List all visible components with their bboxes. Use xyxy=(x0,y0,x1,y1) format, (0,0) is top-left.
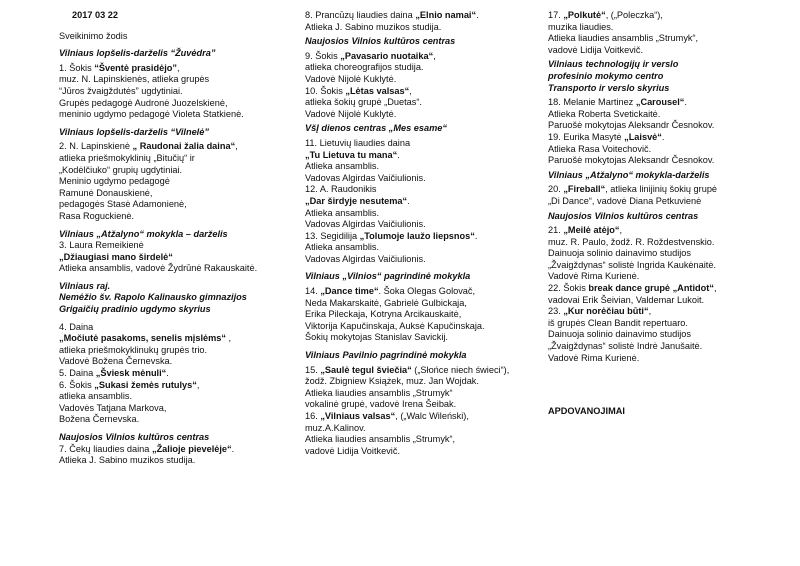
program-item-22: 22. Šokis break dance grupė „Antidot“, xyxy=(548,283,717,294)
item-detail: Atlieka ansamblis. xyxy=(305,242,380,253)
item-title: „Dar širdyje nesutema“. xyxy=(305,195,410,206)
section-heading: Naujosios Vilnios kultūros centras xyxy=(305,36,456,47)
program-item-19: 19. Eurika Masytė „Laisvė“. xyxy=(548,131,665,142)
item-detail: Atlieka ansamblis. xyxy=(305,207,380,218)
section-heading: Vilniaus raj. xyxy=(59,280,111,291)
program-item-14: 14. „Dance time“. Šoka Olegas Golovač, xyxy=(305,286,476,297)
section-heading: Grigaičių pradinio ugdymo skyrius xyxy=(59,304,211,315)
item-detail: Atlieka ansamblis. xyxy=(305,161,380,172)
item-detail: vokalinė grupė, vadovė Irena Šeibak. xyxy=(305,399,457,410)
item-detail: meninio ugdymo pedagogė Violeta Statkienė. xyxy=(59,109,244,120)
section-heading: Naujosios Vilnios kultūros centras xyxy=(59,432,210,442)
program-item-2: 2. N. Lapinskienė „ Raudonai žalia daina“, xyxy=(59,141,238,152)
item-detail: Meninio ugdymo pedagogė xyxy=(59,176,170,187)
item-title: „Močiutė pasakoms, senelis mįslėms“ , xyxy=(59,333,232,344)
item-detail: Viktorija Kapučinskaja, Auksė Kapučinskaja. xyxy=(305,320,485,331)
item-detail: Vadovė Božena Černevska. xyxy=(59,356,173,367)
program-item-7: 7. Čekų liaudies daina „Žalioje pievelėje“. xyxy=(59,443,235,454)
item-title: „Džiaugiasi mano širdelė“ xyxy=(59,251,173,262)
item-detail: muz.A.Kalinov. xyxy=(305,422,366,433)
program-item-17: 17. „Polkutė“, („Poleczka“), xyxy=(548,10,663,20)
item-detail: muz. R. Paulo, žodž. R. Roždestvenskio. xyxy=(548,236,715,247)
section-heading: Nemėžio šv. Rapolo Kalinausko gimnazijos xyxy=(59,292,247,303)
program-item-12: 12. A. Raudonikis xyxy=(305,184,377,195)
section-heading: Vilniaus technologijų ir verslo xyxy=(548,59,679,70)
item-detail: atlieka priešmokyklinukų grupės trio. xyxy=(59,344,208,355)
item-detail: Vadovės Tatjana Markova, xyxy=(59,402,167,413)
item-detail: Neda Makarskaitė, Gabrielė Gulbickaja, xyxy=(305,297,467,308)
item-detail: Vadovas Algirdas Vaičiulionis. xyxy=(305,172,426,183)
item-detail: Paruošė mokytojas Aleksandr Česnokov. xyxy=(548,155,715,166)
item-detail: Dainuoja solinio dainavimo studijos xyxy=(548,329,691,340)
item-title: „Tu Lietuva tu mana“. xyxy=(305,149,400,160)
item-detail: Dainuoja solinio dainavimo studijos xyxy=(548,248,691,259)
section-heading: Transporto ir verslo skyrius xyxy=(548,82,670,93)
section-heading: Vilniaus lopšelis-darželis “Vilnelė” xyxy=(59,126,209,137)
item-detail: atlieka priešmokyklinių „Bitučių“ ir xyxy=(59,152,195,163)
program-column-1 xyxy=(59,10,274,467)
item-detail: Rasa Roguckienė. xyxy=(59,210,135,221)
item-detail: muzika liaudies. xyxy=(548,21,614,32)
item-detail: vadovė Lidija Voitkevič. xyxy=(548,44,643,55)
item-detail: „Kodėlčiuko“ grupių ugdytiniai. xyxy=(59,164,183,175)
item-detail: Grupės pedagogė Audronė Juozelskienė, xyxy=(59,97,228,108)
program-item-16: 16. „Vilniaus valsas“, („Walc Wileński), xyxy=(305,411,469,421)
program-item-6: 6. Šokis „Sukasi žemės rutulys“, xyxy=(59,379,200,390)
section-heading: profesinio mokymo centro xyxy=(548,70,664,81)
item-detail: atlieka šokių grupė „Duetas“. xyxy=(305,97,422,108)
item-detail: Vadovė Nijolė Kuklytė. xyxy=(305,108,397,119)
program-item-15: 15. „Saulė tegul šviečia“ („Słońce niech świeci“), xyxy=(305,364,510,375)
section-heading: Vilniaus „Vilnios“ pagrindinė mokykla xyxy=(305,271,471,282)
program-item-20: 20. „Fireball“, atlieka linijinių šokių grupė xyxy=(548,184,718,195)
item-detail: Paruošė mokytojas Aleksandr Česnokov. xyxy=(548,120,715,131)
item-detail: Vadovas Algirdas Vaičiulionis. xyxy=(305,219,426,230)
item-detail: atlieka choreografijos studija. xyxy=(305,62,424,73)
section-heading: VšĮ dienos centras „Mes esame“ xyxy=(305,123,447,134)
program-item-4: 4. Daina xyxy=(59,321,94,332)
item-detail: Vadovė Rima Kurienė. xyxy=(548,271,640,282)
item-detail: „Žvaigždynas“ solistė Ingrida Kaukėnaitė. xyxy=(548,259,717,270)
item-detail: Atlieka liaudies ansamblis „Strumyk“, xyxy=(548,33,699,44)
section-heading: Vilniaus lopšelis-darželis “Žuvėdra” xyxy=(59,48,216,59)
item-detail: „Di Dance“, vadovė Diana Petkuvienė xyxy=(548,195,702,206)
greeting-item: Sveikinimo žodis xyxy=(59,30,128,41)
program-column-2 xyxy=(305,10,523,457)
program-item-8: 8. Prancūzų liaudies daina „Elnio namai“. xyxy=(305,10,479,20)
section-heading: Vilniaus „Atžalyno“ mokykla – darželis xyxy=(59,228,228,239)
awards-heading: APDOVANOJIMAI xyxy=(548,406,625,417)
item-detail: Atlieka ansamblis, vadovė Žydrūnė Rakauskaitė. xyxy=(59,263,258,274)
item-detail: Erika Pileckaja, Kotryna Arcikauskaitė, xyxy=(305,309,462,320)
program-item-23: 23. „Kur norėčiau būti“, xyxy=(548,306,652,317)
section-heading: Vilniaus „Atžalyno“ mokykla-darželis xyxy=(548,169,710,180)
item-detail: Atlieka Roberta Svetickaitė. xyxy=(548,108,661,119)
program-item-10: 10. Šokis „Lėtas valsas“, xyxy=(305,85,412,96)
item-detail: Vadovas Algirdas Vaičiulionis. xyxy=(305,253,426,264)
item-detail: atlieka ansamblis. xyxy=(59,391,133,402)
program-date: 2017 03 22 xyxy=(72,10,118,20)
program-column-3 xyxy=(548,10,763,418)
item-detail: iš grupės Clean Bandit repertuaro. xyxy=(548,317,688,328)
item-detail: Ramunė Donauskienė, xyxy=(59,187,153,198)
item-detail: „Žvaigždynas“ solistė Indrė Janušaitė. xyxy=(548,341,703,352)
item-detail: Atlieka J. Sabino muzikos studija. xyxy=(59,455,196,466)
item-detail: Šokių mokytojas Stanislav Savickij. xyxy=(305,332,448,343)
item-detail: Atlieka J. Sabino muzikos studija. xyxy=(305,21,442,32)
section-heading: Naujosios Vilnios kultūros centras xyxy=(548,210,699,221)
item-detail: “Jūros žvaigždutės” ugdytiniai. xyxy=(59,85,183,96)
program-item-5: 5. Daina „Šviesk mėnuli“. xyxy=(59,368,169,379)
item-detail: muz. N. Lapinskienės, atlieka grupės xyxy=(59,74,210,85)
item-detail: Atlieka liaudies ansamblis „Strumyk“ xyxy=(305,387,453,398)
item-detail: vadovai Erik Šeivian, Valdemar Lukoit. xyxy=(548,294,705,305)
item-detail: Atlieka liaudies ansamblis „Strumyk“, xyxy=(305,434,456,445)
program-item-13: 13. Segidilija „Tolumoje laužo liepsnos“. xyxy=(305,230,478,241)
program-item-18: 18. Melanie Martinez „Carousel“. xyxy=(548,97,687,108)
section-heading: Vilniaus Pavilnio pagrindinė mokykla xyxy=(305,350,467,361)
item-detail: Vadovė Nijolė Kuklytė. xyxy=(305,73,397,84)
program-item-1: 1. Šokis “Šventė prasidėjo”, xyxy=(59,62,180,73)
program-item-11: 11. Lietuvių liaudies daina xyxy=(305,137,411,148)
item-detail: Božena Černevska. xyxy=(59,414,140,425)
program-item-9: 9. Šokis „Pavasario nuotaika“, xyxy=(305,50,436,61)
item-detail: žodž. Zbigniew Książek, muz. Jan Wojdak. xyxy=(305,376,479,387)
item-detail: Vadovė Rima Kurienė. xyxy=(548,352,640,363)
item-detail: pedagogės Stasė Adamonienė, xyxy=(59,199,187,210)
program-item-3: 3. Laura Remeikienė xyxy=(59,240,144,251)
item-detail: Atlieka Rasa Voitechovič. xyxy=(548,143,652,154)
item-detail: vadovė Lidija Voitkevič. xyxy=(305,445,400,456)
program-item-21: 21. „Meilė atėjo“, xyxy=(548,225,623,236)
